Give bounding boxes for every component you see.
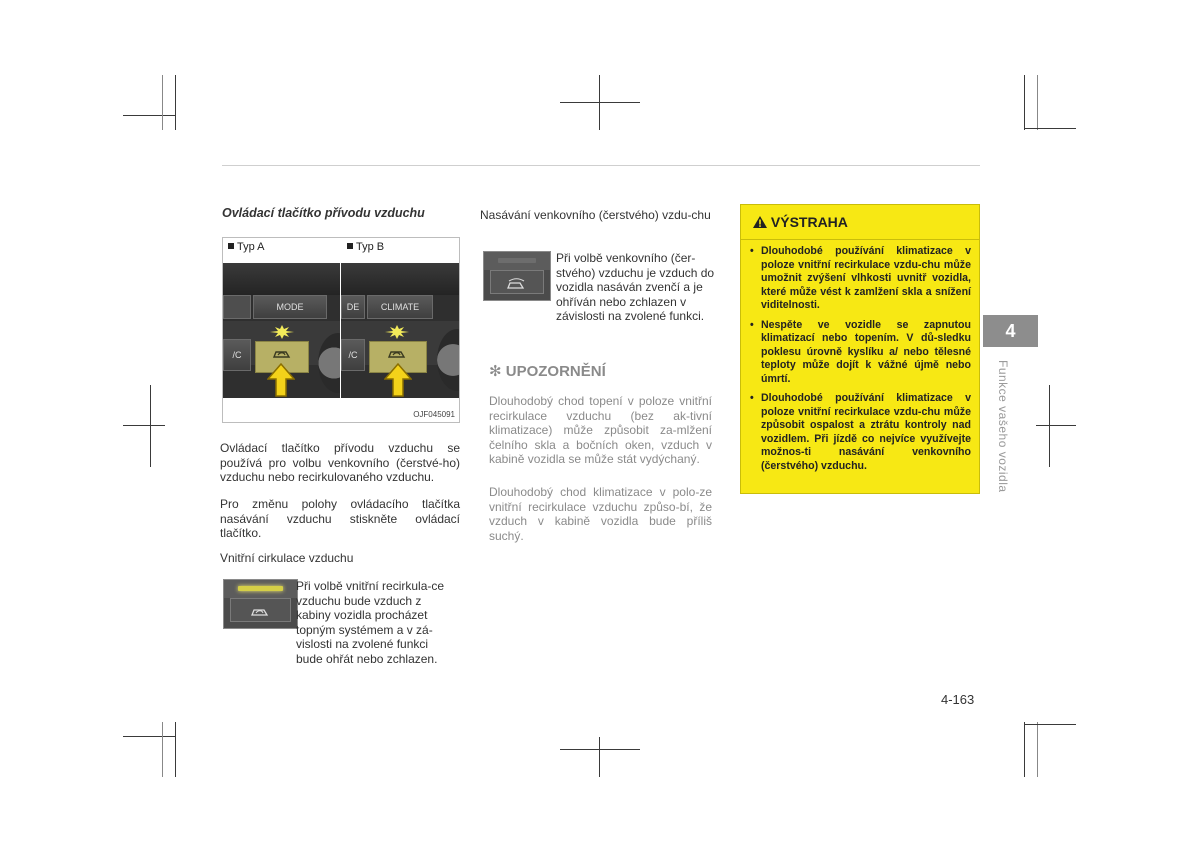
subheading: Nasávání venkovního (čerstvého) vzdu-chu	[480, 208, 711, 222]
crop-mark	[1037, 75, 1038, 130]
indicator-glow	[385, 325, 409, 339]
warning-item: • Dlouhodobé používání klimatizace v poloze vnitřní recirkulace vzdu-chu může umožnit zvýšení vlhkosti uvnitř vozidla, které může vést k zamlžení skla a snížení viditelnosti.	[749, 245, 971, 313]
crop-mark	[123, 115, 175, 116]
arrow-up-icon	[267, 363, 295, 397]
warning-triangle-icon	[753, 216, 767, 228]
crop-mark	[175, 75, 176, 130]
paragraph: Pro změnu polohy ovládacího tlačítka nasávání vzduchu stiskněte ovládací tlačítko.	[220, 497, 460, 540]
crop-mark	[123, 425, 165, 426]
crop-mark	[1024, 75, 1025, 130]
header-rule	[222, 165, 980, 166]
recirculation-icon	[386, 347, 408, 361]
outside-air-icon	[505, 277, 527, 291]
crop-mark	[1049, 385, 1050, 467]
page-number: 4-163	[941, 692, 975, 707]
crop-mark	[599, 737, 600, 777]
warning-item: • Nespěte ve vozidle se zapnutou klimatizací nebo topením. V dů-sledku poklesu úrovně kyslíku a/ nebo tělesné teploty může dojít k vážné újmě nebo úmrtí.	[749, 319, 971, 387]
figure-label-b: Typ B	[347, 241, 384, 253]
recirculation-button-image	[223, 579, 298, 629]
caution-paragraph: Dlouhodobý chod klimatizace v polo-ze vnitřní recirkulace vzduchu způso-bí, že vzduch v kabině vozidla bude příliš suchý.	[489, 485, 712, 543]
chapter-title: Funkce vašeho vozidla	[996, 360, 1010, 493]
warning-item: • Dlouhodobé používání klimatizace v poloze vnitřní recirkulace vzdu-chu může způsobit ospalost a ztrátu kontroly nad vozidlem. Při jízdě co nejvíce využívejte možnos-ti nasávání venkovního (čerstvého) vzduchu.	[749, 392, 971, 473]
chapter-tab: 4	[983, 315, 1038, 347]
caution-title: ✻ UPOZORNĚNÍ	[489, 363, 606, 380]
crop-mark	[1024, 722, 1025, 777]
ac-button: /C	[223, 339, 251, 371]
photo-type-b	[341, 263, 459, 398]
subheading: Vnitřní cirkulace vzduchu	[220, 551, 354, 565]
recirculation-icon	[271, 347, 293, 361]
caution-paragraph: Dlouhodobý chod topení v poloze vnitřní recirkulace vzduchu (bez ak-tivní klimatizace) může způsobit za-mlžení čelního skla a bočních oken, vzduch v kabině vozidla se může stát vydýchaný.	[489, 394, 712, 466]
de-button: DE	[341, 295, 365, 319]
warning-box	[740, 204, 980, 494]
crop-mark	[1037, 722, 1038, 777]
paragraph: Ovládací tlačítko přívodu vzduchu se používá pro volbu venkovního (čerstvé-ho) vzduchu nebo recirkulovaného vzduchu.	[220, 441, 460, 484]
ac-button-b: /C	[341, 339, 365, 371]
recirculation-icon	[249, 605, 271, 619]
photo-type-a	[223, 263, 340, 398]
mode-button: MODE	[253, 295, 327, 319]
crop-mark	[150, 385, 151, 467]
warning-list	[749, 245, 971, 479]
crop-mark	[1024, 724, 1076, 725]
arrow-up-icon	[384, 363, 412, 397]
crop-mark	[560, 749, 640, 750]
crop-mark	[1036, 425, 1076, 426]
inner-circulation-text: Při volbě vnitřní recirkula-ce vzduchu bude vzduch z kabiny vozidla procházet topným systémem a v zá-vislosti na zvolené funkci bude ohřát nebo zchlazen.	[296, 579, 445, 666]
figure-code: OJF045091	[413, 410, 455, 419]
crop-mark	[162, 722, 163, 777]
figure-label-a: Typ A	[228, 241, 265, 253]
indicator-glow	[270, 325, 294, 339]
crop-mark	[123, 736, 175, 737]
crop-mark	[560, 102, 640, 103]
control-figure	[222, 237, 460, 423]
warning-divider	[741, 239, 979, 240]
crop-mark	[175, 722, 176, 777]
outside-air-button-image	[483, 251, 551, 301]
crop-mark	[1024, 128, 1076, 129]
warning-title: VÝSTRAHA	[753, 214, 848, 230]
outside-air-text: Při volbě venkovního (čer-stvého) vzduchu je vzduch do vozidla nasáván zvenčí a je ohříván nebo zchlazen v závislosti na zvolené funkci.	[556, 251, 715, 323]
climate-button: CLIMATE	[367, 295, 433, 319]
crop-mark	[162, 75, 163, 130]
section-heading: Ovládací tlačítko přívodu vzduchu	[222, 206, 425, 220]
